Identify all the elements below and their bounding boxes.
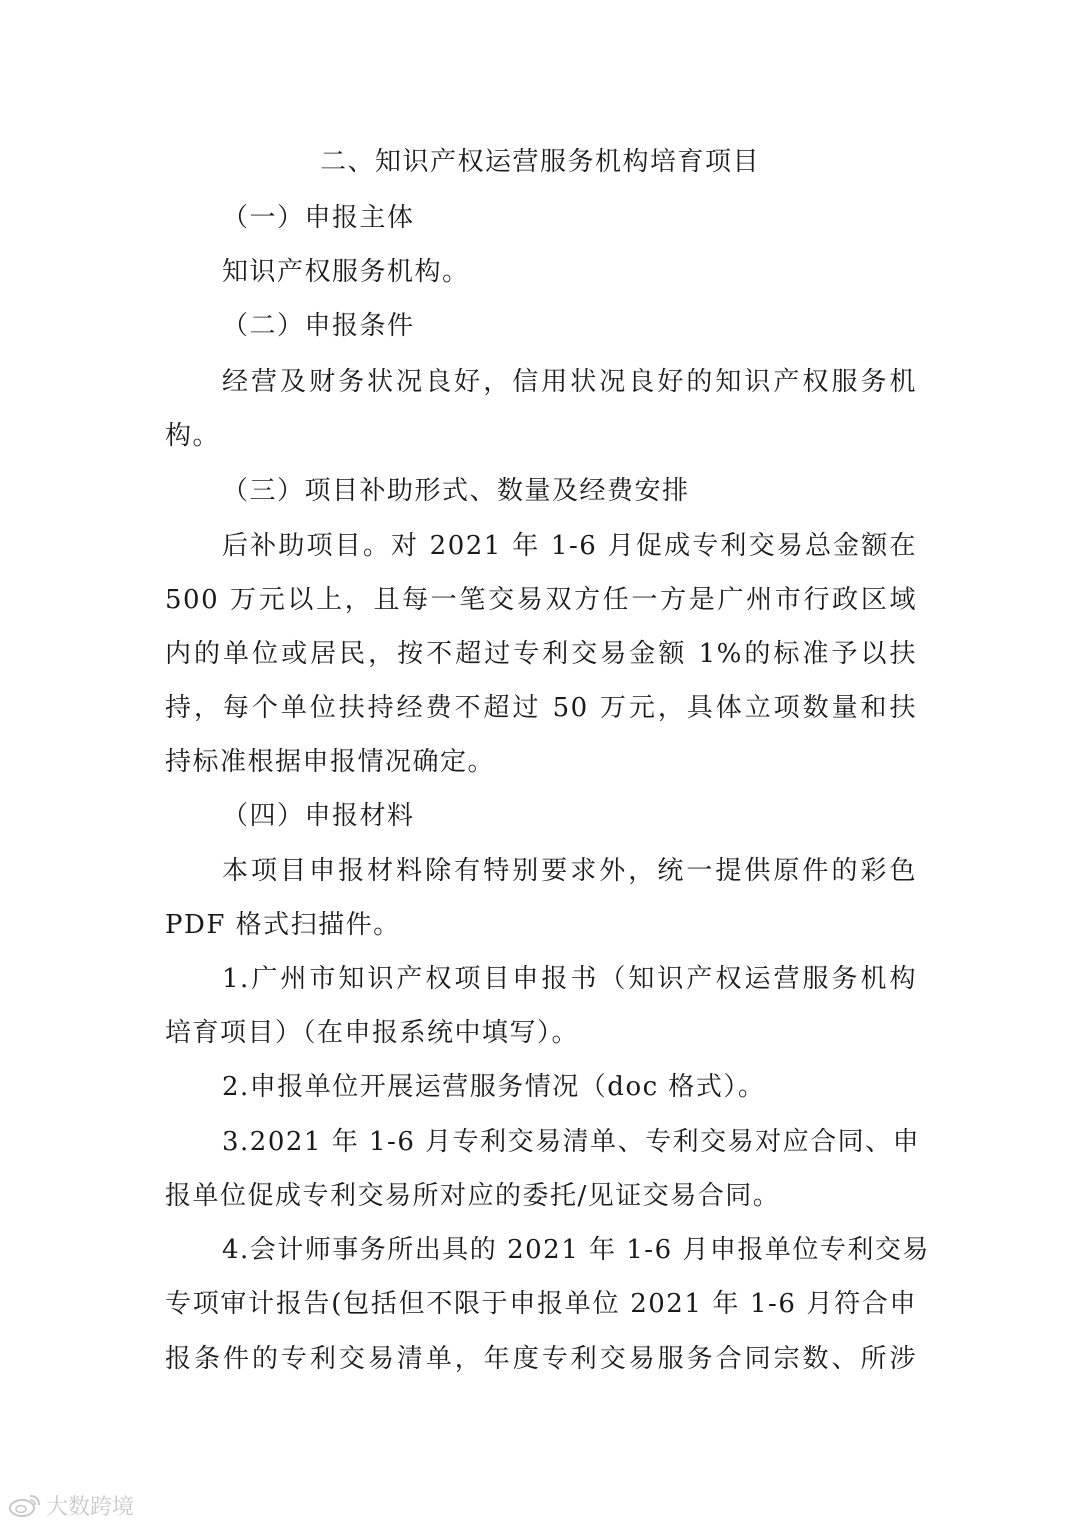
- paragraph-line: 本项目申报材料除有特别要求外，统一提供原件的彩色: [222, 856, 917, 886]
- paragraph-line: PDF 格式扫描件。: [165, 910, 401, 940]
- paragraph-line: 后补助项目。对 2021 年 1-6 月促成专利交易总金额在: [222, 531, 917, 561]
- paragraph-line: 内的单位或居民，按不超过专利交易金额 1%的标准予以扶: [165, 639, 917, 669]
- subheading-conditions: （二）申报条件: [222, 311, 415, 341]
- paragraph-line: 专项审计报告(包括但不限于申报单位 2021 年 1-6 月符合申: [165, 1289, 917, 1319]
- list-item: 3.2021 年 1-6 月专利交易清单、专利交易对应合同、申: [222, 1127, 921, 1157]
- paragraph-line: 知识产权服务机构。: [222, 257, 470, 287]
- weibo-logo-icon: [8, 1492, 42, 1518]
- list-item: 2.申报单位开展运营服务情况（doc 格式）。: [222, 1072, 766, 1102]
- paragraph-line: 构。: [165, 421, 221, 451]
- watermark: [8, 1490, 134, 1520]
- paragraph-line: 500 万元以上，且每一笔交易双方任一方是广州市行政区域: [165, 585, 917, 615]
- paragraph-line: 报单位促成专利交易所对应的委托/见证交易合同。: [165, 1181, 781, 1211]
- paragraph-line: 持标准根据申报情况确定。: [165, 747, 496, 777]
- list-item: 1.广州市知识产权项目申报书（知识产权运营服务机构: [222, 964, 917, 994]
- paragraph-line: 报条件的专利交易清单，年度专利交易服务合同宗数、所涉: [165, 1344, 917, 1374]
- section-title: 二、知识产权运营服务机构培育项目: [319, 147, 760, 177]
- paragraph-line: 经营及财务状况良好，信用状况良好的知识产权服务机: [222, 367, 917, 397]
- subheading-materials: （四）申报材料: [222, 801, 415, 831]
- subheading-applicant: （一）申报主体: [222, 203, 415, 233]
- subheading-funding: （三）项目补助形式、数量及经费安排: [222, 476, 690, 506]
- paragraph-line: 培育项目）（在申报系统中填写）。: [165, 1018, 580, 1048]
- paragraph-line: 持，每个单位扶持经费不超过 50 万元，具体立项数量和扶: [165, 693, 917, 723]
- watermark-text: 大数跨境: [46, 1494, 135, 1520]
- list-item: 4.会计师事务所出具的 2021 年 1-6 月申报单位专利交易: [222, 1235, 930, 1265]
